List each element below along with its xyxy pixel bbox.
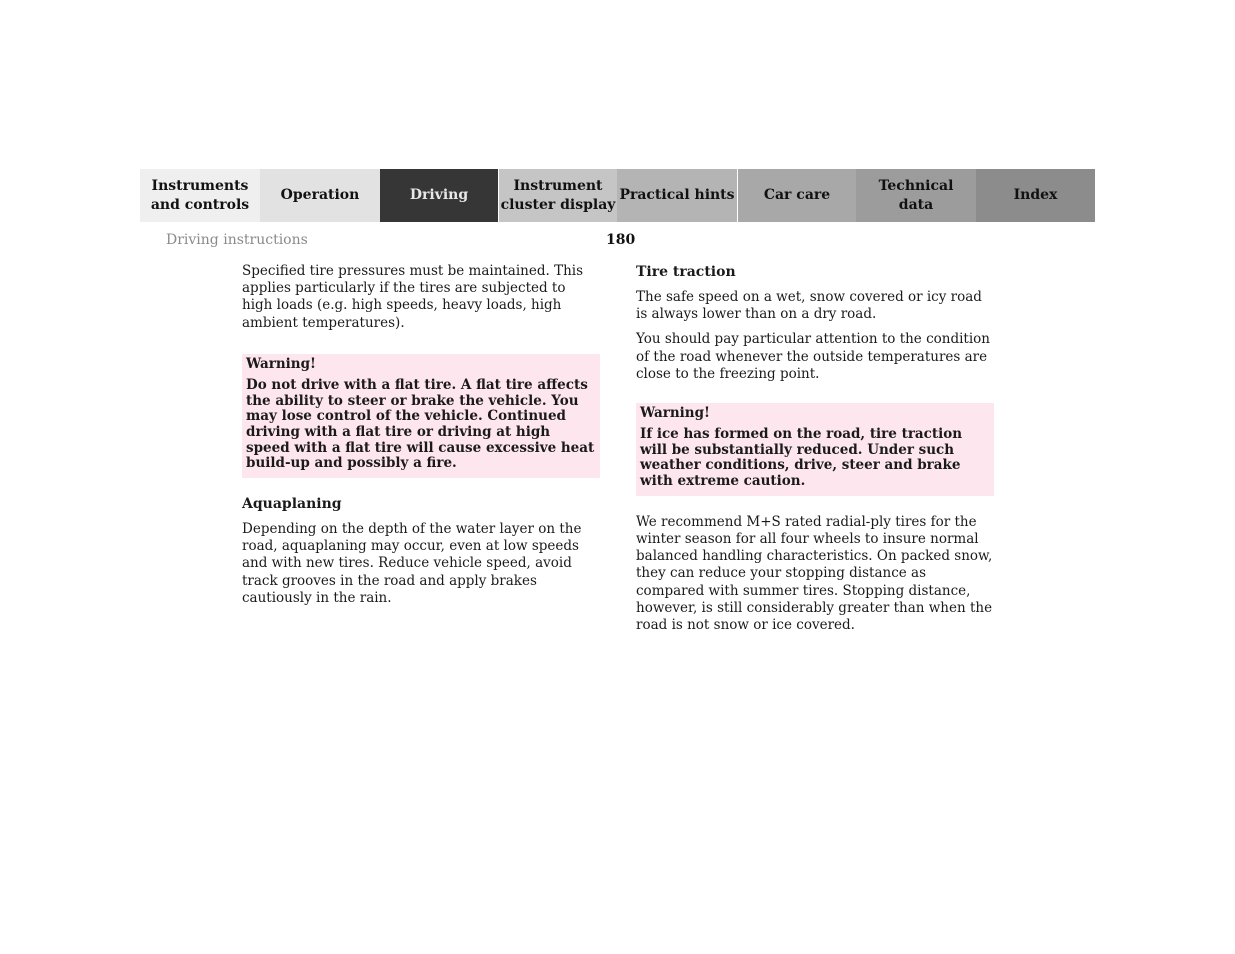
tab-driving[interactable]: Driving — [380, 169, 498, 222]
tab-technical-data[interactable]: Technical data — [856, 169, 976, 222]
warning-title: Warning! — [246, 355, 316, 372]
tab-instruments-and-controls[interactable]: Instruments and controls — [140, 169, 260, 222]
right-column — [636, 263, 994, 634]
tab-instrument-cluster-display[interactable]: Instrument cluster display — [498, 169, 617, 222]
safe-speed-paragraph: The safe speed on a wet, snow covered or icy road is always lower than on a dry road. — [636, 289, 982, 323]
tire-traction-heading: Tire traction — [636, 264, 736, 280]
warning-title: Warning! — [640, 405, 710, 422]
tab-practical-hints[interactable]: Practical hints — [617, 169, 737, 222]
tab-operation[interactable]: Operation — [260, 169, 380, 222]
warning-text: Do not drive with a flat tire. A flat tire affects the ability to steer or brake the vehicle. You may lose control of the vehicle. Continued driving with a flat tire or driving at high speed with a flat tire will cause excessive heat build-up and possibly a fire. — [246, 376, 595, 472]
chapter-navigation — [140, 169, 1095, 222]
section-title: Driving instructions — [166, 232, 308, 248]
ice-warning — [636, 403, 994, 496]
tab-car-care[interactable]: Car care — [737, 169, 856, 222]
flat-tire-warning — [242, 354, 600, 478]
page-number: 180 — [606, 232, 636, 248]
road-condition-paragraph: You should pay particular attention to the condition of the road whenever the outside temperatures are close to the freezing point. — [636, 331, 990, 382]
winter-tires-paragraph: We recommend M+S rated radial-ply tires for the winter season for all four wheels to insure normal balanced handling characteristics. On packed snow, they can reduce your stopping distance as compared with summer tires. Stopping distance, however, is still considerably greater than when the road is not snow or ice covered. — [636, 513, 993, 634]
tire-pressure-paragraph: Specified tire pressures must be maintained. This applies particularly if the tires are subjected to high loads (e.g. high speeds, heavy loads, high ambient temperatures). — [242, 263, 584, 331]
left-column — [242, 263, 600, 607]
tab-index[interactable]: Index — [976, 169, 1095, 222]
aquaplaning-heading: Aquaplaning — [242, 496, 342, 513]
aquaplaning-paragraph: Depending on the depth of the water layer on the road, aquaplaning may occur, even at low speeds and with new tires. Reduce vehicle speed, avoid track grooves in the road and apply brakes cautiously in the rain. — [242, 521, 582, 606]
warning-text: If ice has formed on the road, tire traction will be substantially reduced. Under such weather conditions, drive, steer and brake with extreme caution. — [640, 426, 963, 490]
